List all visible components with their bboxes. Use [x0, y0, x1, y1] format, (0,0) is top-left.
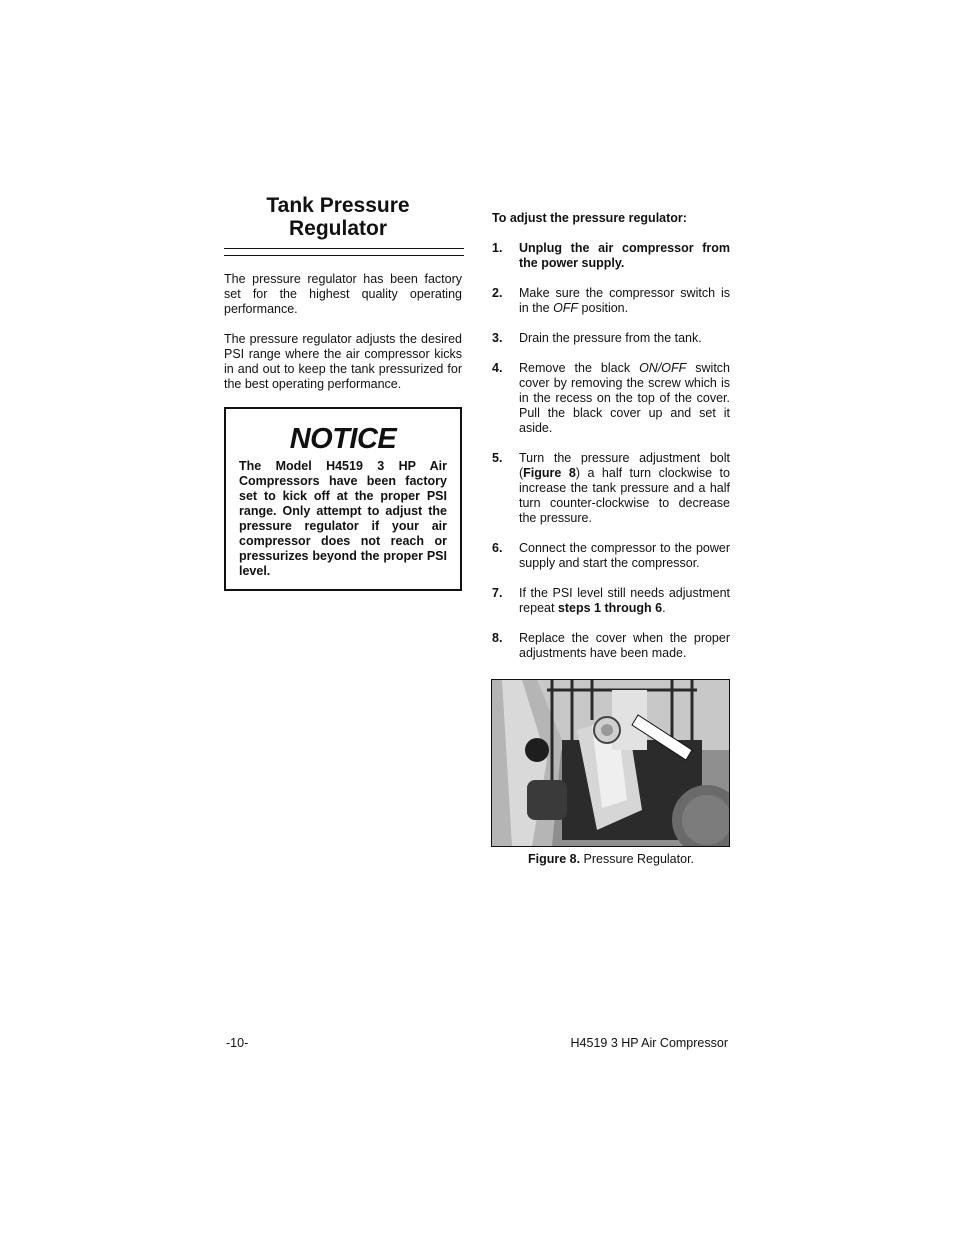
step-number: 2.	[492, 286, 503, 300]
step-number: 4.	[492, 361, 503, 375]
step-text	[519, 241, 730, 271]
step-text-part: switch cover by removing the screw which is in the recess on the top of the cover. Pull the black cover up and set it aside.	[519, 361, 730, 435]
notice-title: NOTICE	[289, 423, 397, 455]
procedure-step	[492, 451, 730, 526]
page-number: -10-	[226, 1036, 249, 1050]
section-heading	[224, 194, 464, 240]
step-text-part: Drain the pressure from the tank.	[519, 331, 702, 345]
step-text-part: OFF	[553, 301, 579, 315]
procedure-step	[492, 541, 730, 571]
step-number: 1.	[492, 241, 503, 255]
step-text	[519, 331, 730, 346]
right-column	[492, 211, 730, 676]
figure-label: Figure 8.	[527, 852, 581, 866]
left-column	[224, 194, 464, 591]
step-text-part: If the PSI level still needs adjustment repeat	[519, 586, 730, 615]
notice-text: The Model H4519 3 HP Air Compressors have been factory set to kick off at the proper PSI range. Only attempt to adjust the pressure regulator if your air compressor does not reach or pressurizes beyond the proper PSI level.	[239, 459, 447, 578]
step-number: 7.	[492, 586, 503, 600]
heading-line-2: Regulator	[288, 217, 387, 240]
step-text-part: .	[662, 601, 666, 615]
step-text	[519, 631, 730, 661]
step-number: 6.	[492, 541, 503, 555]
procedure-step	[492, 361, 730, 436]
procedure-step	[492, 331, 730, 346]
step-text-part: Make sure the compressor switch is in the	[519, 286, 730, 315]
step-text-part: Replace the cover when the proper adjustments have been made.	[519, 631, 730, 660]
step-number: 8.	[492, 631, 503, 645]
step-number: 3.	[492, 331, 503, 345]
step-text-part: ) a half turn clockwise to increase the tank pressure and a half turn counter-clockwise to decrease the pressure.	[519, 466, 730, 525]
step-text-part: Turn the pressure adjustment bolt (	[519, 451, 730, 480]
step-text-part: ON/OFF	[639, 361, 687, 375]
step-text-part: Figure 8	[523, 466, 576, 480]
procedure-step	[492, 286, 730, 316]
step-text	[519, 286, 730, 316]
step-text	[519, 586, 730, 616]
procedure-steps	[492, 241, 730, 661]
step-text-part: Connect the compressor to the power supply and start the compressor.	[519, 541, 730, 570]
procedure-intro: To adjust the pressure regulator:	[492, 211, 687, 225]
step-text-part: position.	[578, 301, 629, 315]
step-text	[519, 541, 730, 571]
intro-paragraph: The pressure regulator has been factory set for the highest quality operating performance.	[224, 272, 462, 316]
figure-caption	[491, 852, 731, 866]
description-paragraph: The pressure regulator adjusts the desired PSI range where the air compressor kicks in and out to keep the tank pressurized for the best operating performance.	[224, 332, 462, 391]
footer-model-name: H4519 3 HP Air Compressor	[570, 1036, 728, 1050]
step-text	[519, 361, 730, 436]
step-text-part: Unplug the air compressor from the power supply.	[519, 241, 730, 270]
procedure-step	[492, 241, 730, 271]
procedure-step	[492, 631, 730, 661]
pressure-regulator-photo	[492, 680, 729, 846]
step-text-part: Remove the black	[519, 361, 640, 375]
heading-rule	[224, 248, 464, 256]
figure-caption-text: Pressure Regulator.	[580, 852, 695, 866]
procedure-step	[492, 586, 730, 616]
step-number: 5.	[492, 451, 503, 465]
step-text-part: steps 1 through 6	[557, 601, 663, 615]
notice-box	[224, 407, 462, 591]
step-text	[519, 451, 730, 526]
heading-line-1: Tank Pressure	[266, 194, 410, 217]
figure-8-photo	[491, 679, 730, 847]
